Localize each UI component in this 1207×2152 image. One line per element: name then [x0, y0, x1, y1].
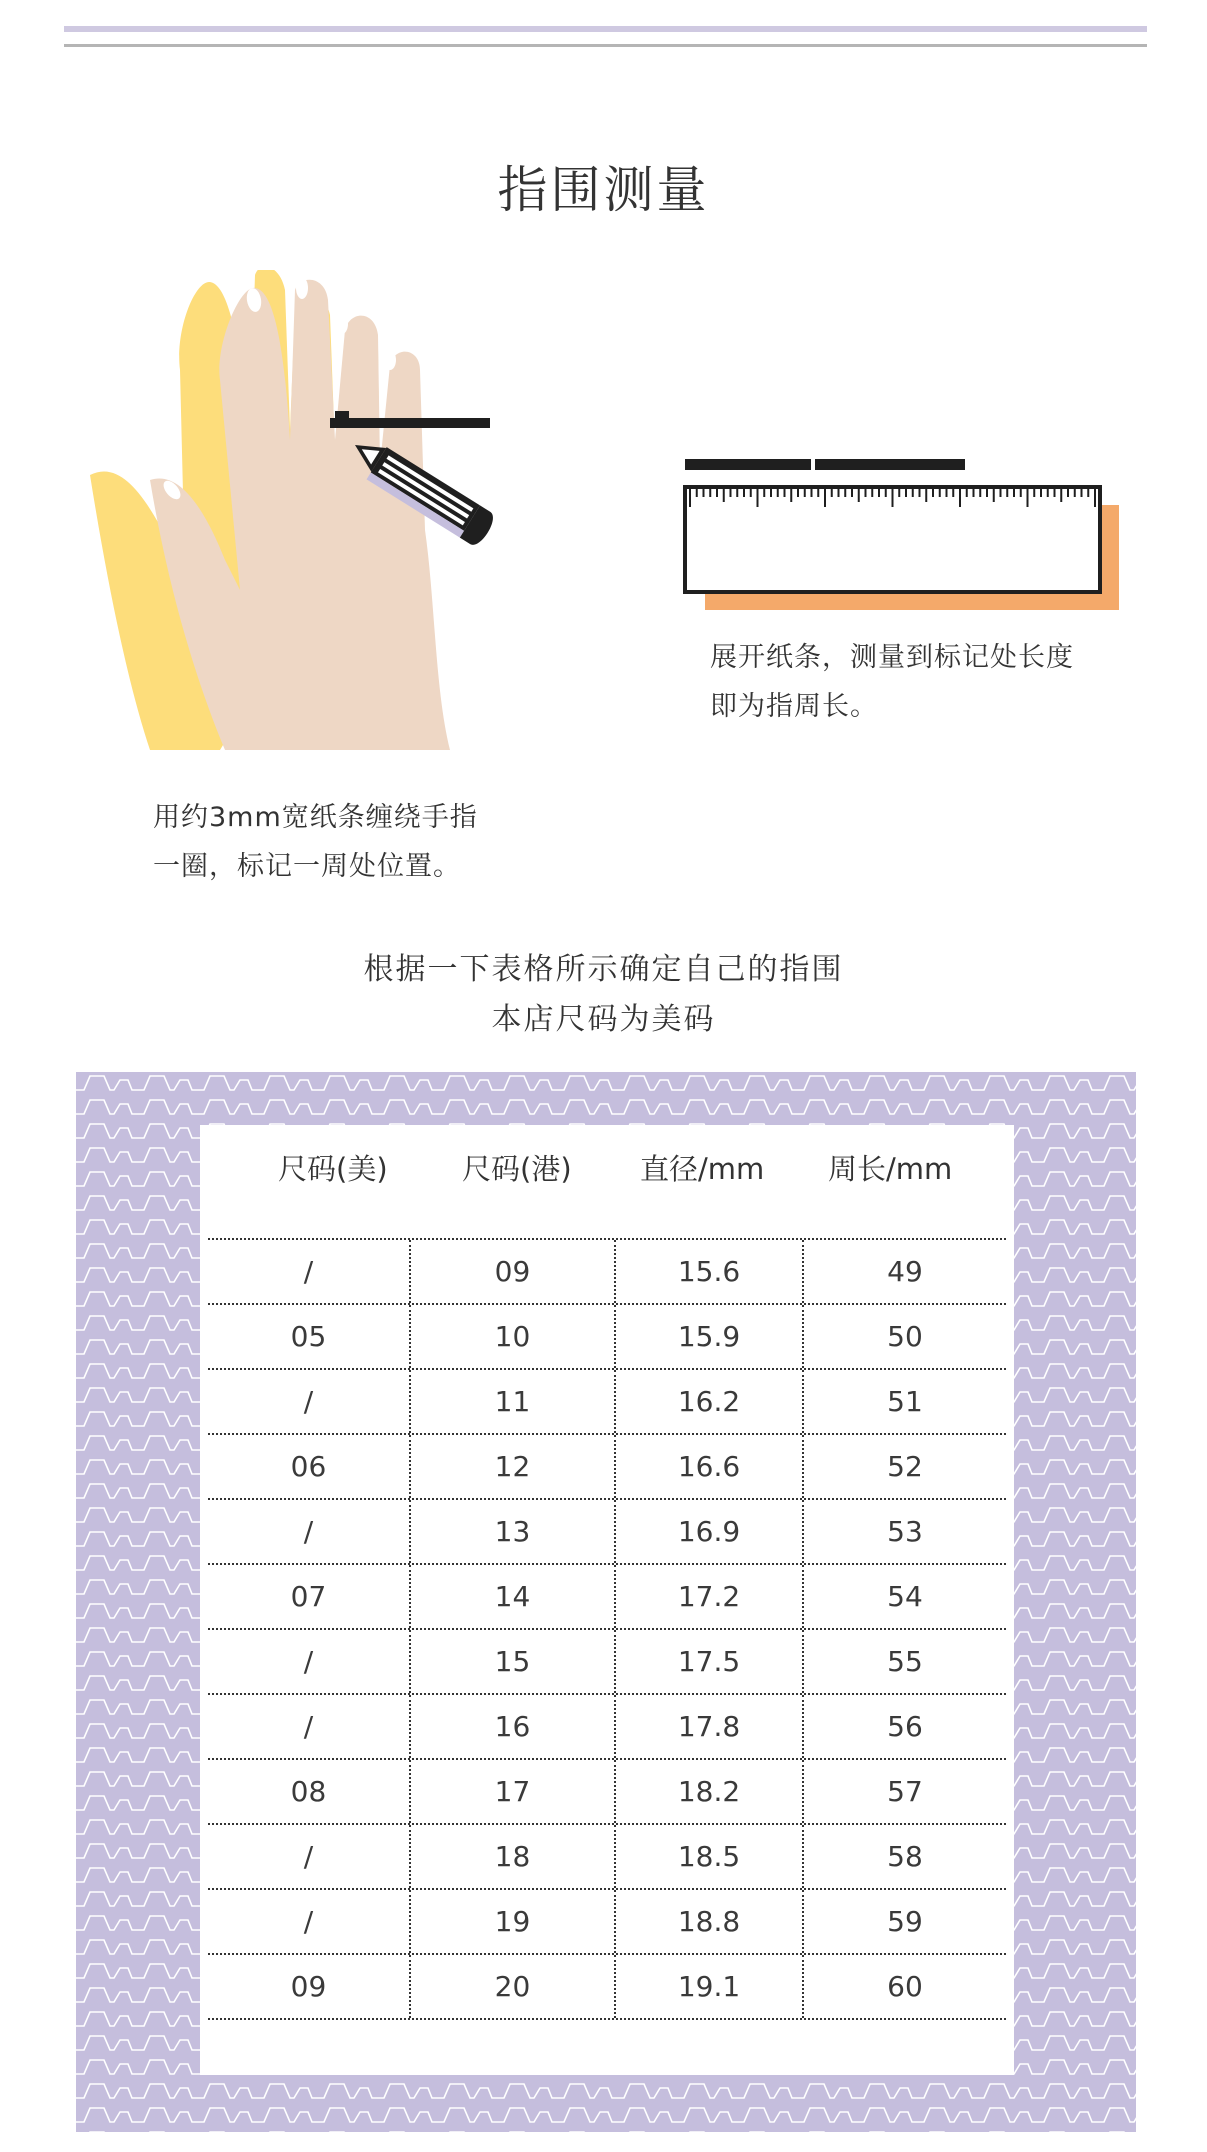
table-header [200, 1125, 1014, 1239]
cell-diameter: 18.2 [616, 1760, 804, 1823]
hand-caption-line-1: 用约3mm宽纸条缠绕手指 [153, 802, 478, 833]
cell-hk-size: 12 [411, 1435, 616, 1498]
cell-us-size: / [208, 1890, 411, 1953]
cell-us-size: / [208, 1695, 411, 1758]
cell-hk-size: 19 [411, 1890, 616, 1953]
header-hk-size: 尺码(港) [462, 1152, 572, 1186]
cell-diameter: 18.5 [616, 1825, 804, 1888]
header-circumference: 周长/mm [828, 1152, 953, 1186]
cell-us-size: 07 [208, 1565, 411, 1628]
table-row [208, 1565, 1006, 1630]
cell-us-size: 09 [208, 1955, 411, 2018]
cell-hk-size: 18 [411, 1825, 616, 1888]
ruler-caption [710, 633, 1074, 731]
cell-diameter: 15.6 [616, 1240, 804, 1303]
table-row [208, 1890, 1006, 1955]
top-divider-gray [64, 44, 1147, 47]
cell-diameter: 18.8 [616, 1890, 804, 1953]
table-row [208, 1435, 1006, 1500]
cell-us-size: / [208, 1825, 411, 1888]
cell-diameter: 17.8 [616, 1695, 804, 1758]
top-divider-accent [64, 26, 1147, 32]
cell-circumference: 52 [887, 1450, 923, 1483]
cell-us-size: / [208, 1370, 411, 1433]
table-row [208, 1955, 1006, 2020]
table-row [208, 1305, 1006, 1370]
cell-circumference: 56 [887, 1710, 923, 1743]
size-intro-line-1: 根据一下表格所示确定自己的指围 [363, 952, 844, 987]
cell-circumference: 55 [887, 1645, 923, 1678]
cell-circumference: 58 [887, 1840, 923, 1873]
cell-hk-size: 11 [411, 1370, 616, 1433]
header-us-size: 尺码(美) [278, 1152, 388, 1186]
ruler-caption-line-1: 展开纸条，测量到标记处长度 [710, 642, 1074, 673]
size-table [200, 1125, 1014, 2075]
cell-circumference: 53 [887, 1515, 923, 1548]
table-row [208, 1370, 1006, 1435]
cell-diameter: 16.6 [616, 1435, 804, 1498]
cell-diameter: 16.2 [616, 1370, 804, 1433]
table-row [208, 1240, 1006, 1305]
cell-diameter: 17.2 [616, 1565, 804, 1628]
ruler-caption-line-2: 即为指周长。 [710, 691, 878, 722]
cell-us-size: / [208, 1630, 411, 1693]
cell-diameter: 17.5 [616, 1630, 804, 1693]
cell-circumference: 49 [887, 1255, 923, 1288]
cell-hk-size: 10 [411, 1305, 616, 1368]
cell-circumference: 60 [887, 1970, 923, 2003]
cell-hk-size: 09 [411, 1240, 616, 1303]
cell-circumference: 54 [887, 1580, 923, 1613]
cell-us-size: / [208, 1240, 411, 1303]
cell-circumference: 51 [887, 1385, 923, 1418]
cell-circumference: 59 [887, 1905, 923, 1938]
table-row [208, 1630, 1006, 1695]
cell-hk-size: 13 [411, 1500, 616, 1563]
size-intro [0, 945, 1207, 1045]
cell-us-size: 08 [208, 1760, 411, 1823]
cell-us-size: 06 [208, 1435, 411, 1498]
cell-us-size: / [208, 1500, 411, 1563]
table-row [208, 1760, 1006, 1825]
cell-diameter: 19.1 [616, 1955, 804, 2018]
size-intro-line-2: 本店尺码为美码 [491, 1002, 716, 1037]
page-title: 指围测量 [497, 161, 710, 219]
cell-diameter: 16.9 [616, 1500, 804, 1563]
header-diameter: 直径/mm [640, 1152, 765, 1186]
table-row [208, 1500, 1006, 1565]
cell-hk-size: 16 [411, 1695, 616, 1758]
hand-caption-line-2: 一圈，标记一周处位置。 [153, 851, 461, 882]
cell-diameter: 15.9 [616, 1305, 804, 1368]
cell-hk-size: 17 [411, 1760, 616, 1823]
cell-circumference: 50 [887, 1320, 923, 1353]
table-body [208, 1238, 1006, 2020]
cell-hk-size: 20 [411, 1955, 616, 2018]
cell-us-size: 05 [208, 1305, 411, 1368]
cell-hk-size: 15 [411, 1630, 616, 1693]
hand-caption [153, 793, 478, 891]
cell-hk-size: 14 [411, 1565, 616, 1628]
cell-circumference: 57 [887, 1775, 923, 1808]
hand-measure-illustration [90, 270, 570, 750]
table-row [208, 1825, 1006, 1890]
ruler-illustration [680, 455, 1120, 615]
table-row [208, 1695, 1006, 1760]
